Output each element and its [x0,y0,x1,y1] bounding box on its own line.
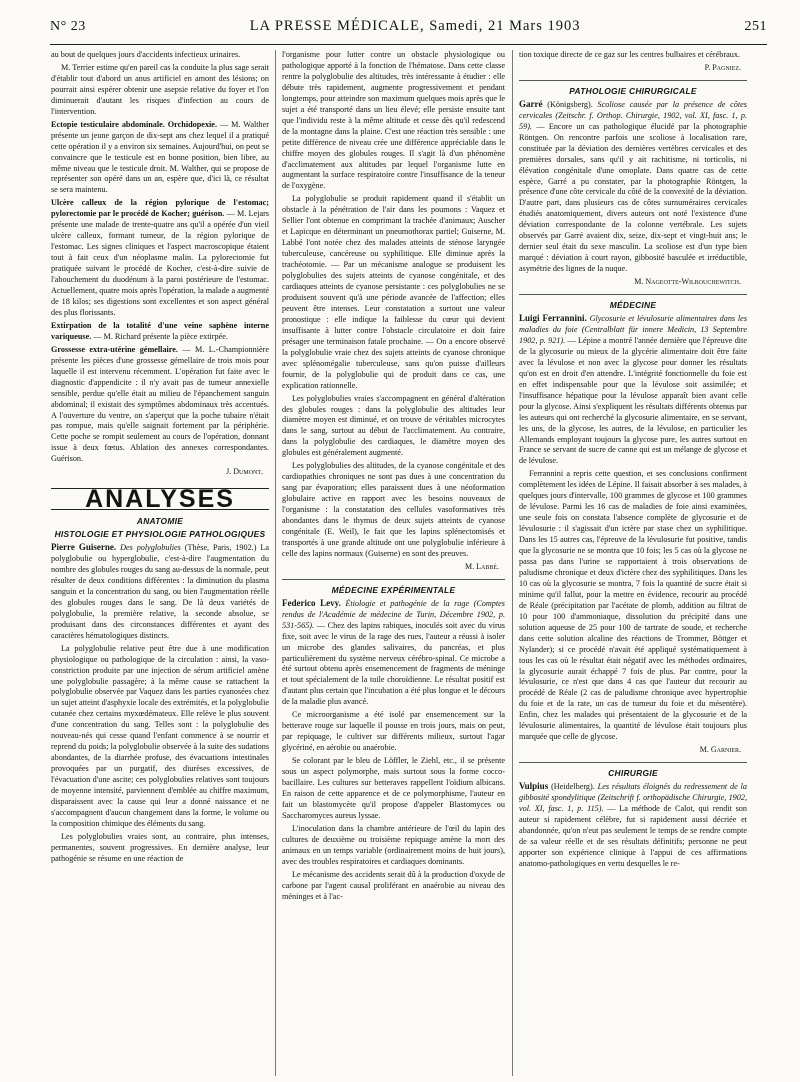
article-title: Étiologie et pathogénie de la rage [345,598,470,608]
paragraph: au bout de quelques jours d'accidents infectieux urinaires. [51,50,241,59]
rubric-heading: CHIRURGIE [519,762,747,779]
paragraph: — La méthode de Calot, qui rendit son auteur si rapidement célèbre, fut si rapidement aussi décriée et abandonnée, qu'on n'eut pas seulement le temps de se rendre compte de sa valeur réelle et de ses résultats définitifs; personne ne peut apporter son expérience clinique à l'appui de ces affirmations anatomo-pathologiques en vertu desquelles le re- [519,804,747,868]
article-reference: (Centralblatt für innere Medicin, 13 Septembre 1902, p. 921). [519,324,747,345]
paragraph: — Lépine a montré l'année dernière que l'épreuve dite de la glycosurie ou mieux de la glycérie alimentaire doit être faite avec la lévulose et non avec la glycose pour donner les résultats qu'on est en droit d'en attendre. L'intégrité fonctionnelle du foie est en effet indispensable pour que la lévulose soit assimilée; et l'insuffisance hépatique pour la lévulose apparaît bien avant celle pour la glycose. Ainsi s'expliquent les résultats différents obtenus par les auteurs qui ont recherché la glycosurie alimentaire, en se servant, les uns, de la glycose, les autres, de la lévulose, en particulier les Allemands employant toujours la glycose pure, les autres surtout en France se servant de sucre de canne qui est un mélange de glycose et de lévulose. [519,335,747,466]
page-number: 251 [744,19,767,34]
article-author: Pierre Guiserne. [51,542,117,553]
column-middle [282,50,505,1076]
paragraph: La polyglobulie ou hyperglobulie, c'est-à-dire l'augmentation du nombre des globules rouges du sang au-dessus de la normale, peut résulter de deux conditions différentes : la diminution du plasma sanguin et la concentration du sang, ou bien l'augmentation réelle des globules rouges dans le sang. De là deux variétés de polyglobulie, la première relative, la seconde absolue, se produisant dans des circonstances différentes et ayant des caractères hématologiques distincts. [51,543,269,640]
column-left [51,50,269,1076]
article-author: Federico Levy. [282,597,341,608]
column-divider [275,50,276,1076]
signature: P. Pagniez. [704,62,741,72]
report-heading: Grossesse extra-utérine gémellaire. [51,344,178,354]
paragraph: La polyglobulie se produit rapidement quand il s'établit un obstacle à la pénétration de l'air dans les poumons : Vaquez et Sellier l'ont obtenue en comprimant la trachée d'animaux; Auscher et Lapicque en déterminant un pneumothorax partiel; Guiserne, M. Labbé l'ont notée chez des malades atteints de sténose laryngée tuberculeuse, cancéreuse ou syphilitique. Elle diminue après la trachéotomie. — Par un mécanisme analogue se produisent les polyglobulies des sujets atteints de cyanose congénitale, et des cardiaques atteints de cyanose persistante : ces polyglobulies ne se produisent souvent qu'à une période avancée de l'affection; elles peuvent être intenses. Leur constatation a surtout une valeur pronostique : elle indique la faiblesse du cœur qui devient insuffisante à lutter contre l'obstacle circulatoire et doit faire présager une terminaison fatale prochaine. — On a encore observé la polyglobulie vraie chez des sujets atteints de cyanose chronique avec splénomégalie tuberculeuse, sans qu'on puisse d'ailleurs fournir, de la polyglobulie qui de produit dans ce cas, une explication rationnelle. [282,194,505,390]
signature: M. Nageotte-Wilbouchewitch. [634,277,741,287]
paragraph: — M. Lejars présente une malade de trente-quatre ans qu'il a opérée d'un vieil ulcère calleux, formant tumeur, de la région pylorique de l'estomac. Les signes cliniques et l'aspect macroscopique étaient tout à fait ceux d'un néoplasme malin. La pylorectomie fut pratiquée suivant le procédé de Kocher, c'est-à-dire suivie de l'abouchement du duodénum à la paroi postérieure de l'estomac. Actuellement, quatre mois après l'opération, la malade a augmenté de 18 kilos; ses digestions sont excellentes et son aspect général des plus florissants. [51,209,269,317]
article-author: Luigi Ferrannini. [519,313,587,324]
report-heading: Ectopie testiculaire abdominale. Orchidopexie. [51,119,217,129]
paragraph: La polyglobulie relative peut être due à une modification physiologique ou pathologique de la circulation : ainsi, la vaso-constriction produite par une injection de sérum artificiel amène une polyglobulie passagère; à la même cause se rattachent la polyglobulie observée par Vaquez dans les parties cyanosées chez un sujet atteint d'asphyxie locale des extrémités, et la polyglobulie cutanée chez certains myxœdémateux. Elle relève le plus souvent d'une concentration du sang. Telles sont : la polyglobulie des nouveau-nés qui cesse quand l'enfant commence à se nourrir et reprend du poids; la polyglobulie observée à la suite des sudations abondantes, de la diarrhée profuse, des évacuations intestinales provoquées par un purgatif, des diurèses excessives, de l'évacuation d'une ascite; ces polyglobulies relatives sont toujours de moyenne intensité, parviennent d'emblée au chiffre maximum, disparaissent avec la cause qui leur a donné naissance et ne s'accompagnent d'aucun changement dans la forme, le volume ou la composition chimique des éléments du sang. [51,643,269,828]
paragraph: — Encore un cas pathologique élucidé par la photographie Röntgen. On rencontre parfois une scoliose à localisation rare, constituée par la déviation des dernières vertèbres cervicales et des premières dorsales, sans qu'il y ait rachitisme, ni torticolis, ni élévation congénitale d'une omoplate. Dans quatre cas de cette espèce, Garré a pu constater, par la photographie Röntgen, la présence d'une côte cervicale du côté de la convexité de la déviation. D'autre part, dans plusieurs cas de côtes surnuméraires cervicales étudiés anatomiquement, divers auteurs ont noté l'existence d'une déviation correspondante de la colonne vertébrale. Les sujets observés par Garré avaient dix, seize, dix-sept et vingt-huit ans; le dernier seul était du sexe masculin. La scoliose est d'un type bien marqué : déviation à court rayon, gibbosité basculée et irréductible, asymétrie des lignes de la nuque. [519,121,747,274]
article-reference: (Zeitschr. f. Orthop. Chirurgie, 1902, vol. XI, fasc. 1, p. 59). [519,110,747,131]
paragraph: Ferrannini a repris cette question, et ses conclusions confirment complètement les idées de Lépine. Il faisait absorber à ses malades, à quelques jours d'intervalle, 100 grammes de glycose et 100 grammes de lévulose. Parmi les 16 cas de maladies de foie ainsi examinées, une seule fois on constata l'absence complète de glycosurie et de lévulosurie : il s'agissait d'un ictère par stase chez un syphilitique. Dans les 15 autres cas, l'épreuve de la lévulosurie fut positive, tandis que la glycosurie ne se montra que 10 fois; les 5 cas où la glycose ne passa pas dans l'urine se rapportaient à trois observations de paludisme chronique et deux d'ictère chez des syphilitiques. Dans les 10 cas où la glycosurie se montra, 7 fois la quantité de sucre était si minime qu'il fallut, pour la mettre en évidence, recourir au procédé de Réale (précipitation par l'acétate de plomb, addition au filtrat de 10 pour 100 d'ammoniaque, dissolution du précipité dans une solution aqueuse de 25 pour 100 de tartrate de soude, et recherche dans cette solution alcaline des réactions de Trommer, Böttger et Nylander); si ce procédé n'avait été appliqué systématiquement à tous les cas où le résultat était négatif avec les méthodes ordinaires, la glycosurie aurait échappé 7 fois de plus. Par contre, pour la lévulosurie, ce n'est que dans 4 cas que l'auteur dut recourir au procédé de Réale (2 cas de paludisme chronique avec hypertrophie du foie et de la rate, un cas de tumeur du foie et du mésentère). Enfin, chez les malades qui présentaient de la glycosurie et de la lévulosurie alimentaires, la quantité de lévulose était toujours plus marquée que celle de glycose. [519,469,747,742]
paragraph: — M. Walther présente un jeune garçon de dix-sept ans chez lequel il a pratiqué cette opération il y a environ six semaines. Aujourd'hui, on peut se convaincre que le testicule est en bonne position, bien libre, au même niveau que le testicule droit. M. Walther, qui se propose de représenter son opéré dans un an, espère que, d'ici là, ce résultat se sera maintenu. [51,119,269,195]
article-author: Garré [519,98,543,109]
signature: J. Dumont. [226,467,263,477]
journal-title: LA PRESSE MÉDICALE, Samedi, 21 Mars 1903 [249,18,581,34]
paragraph: — M. L.-Championnière présente les pièces d'une grossesse gémellaire de trois mois pour laquelle il est intervenu récemment. L'opération fut faite avec le diagnostic d'appendicite : il n'y avait pas de tumeur annexielle sensible, perdue qu'elle était au milieu de l'épanchement sanguin abdominal; il existait des symptômes abdominaux très accentués. A l'ouverture du ventre, on s'aperçut que la poche tubaire n'était pas rompue, mais qu'elle saignait fortement par la périphérie. Cette poche se rompit seulement au cours de l'opération, donnant issue à deux fœtus. Ablation des annexes correspondantes. Guérison. [51,344,269,464]
article-reference: (Zeitschrift f. orthopädische Chirurgie, 1902, vol. XI, fasc. 1, p. 115). [519,793,747,813]
article-author: Vulpius [519,781,549,792]
column-right [519,50,747,1076]
report-heading: Ulcère calleux de la région pylorique de l'estomac; pylorectomie par le procédé de Kocher; guérison. [51,198,269,219]
paragraph: L'inoculation dans la chambre antérieure de l'œil du lapin des cultures de deuxième ou troisième repiquage amène la mort des animaux en un temps variable (ordinairement moins de huit jours), avec des troubles respiratoires et cardiaques dominants. [282,823,505,866]
issue-number: N° 23 [50,19,86,34]
article-reference: (Thèse, Paris, 1902.) [184,543,257,553]
section-title: ANALYSES [51,488,269,510]
paragraph: — Chez des lapins rabiques, inoculés soit avec du virus fixe, soit avec le virus de la rage des rues, l'auteur a réussi à isoler un microbe des glandes salivaires, du pancréas, et plus particulièrement du système nerveux cérébro-spinal. Ce microbe a été surtout obtenu après ensemencement de fragments de méninge et tout spécialement de la toile choroïdienne. Le résultat positif est d'autant plus certain que l'incubation a été plus longue et le décours de la maladie plus avancé. [282,620,505,707]
paragraph: M. Terrier estime qu'en pareil cas la conduite la plus sage serait d'établir tout d'abord un anus artificiel en amont des lésions; on pourrait ainsi espérer obtenir une asepsie relative du foyer et l'on diminuerait d'autant les risques d'infection au cours de l'intervention. [51,62,269,116]
report-heading: Extirpation de la totalité d'une veine saphène interne variqueuse. [51,320,269,341]
author-city: (Heidelberg). [551,782,595,792]
paragraph: Les polyglobulies des altitudes, de la cyanose congénitale et des cardiopathies chroniques ne sont pas dues à une concentration du sang par évaporation; elles paraissent dues à une néoformation globulaire active en rapport avec les besoins nouveaux de l'organisme : la constatation des cellules vasoformatives très abondantes dans le thymus de deux sujets atteints de cyanose congénitale (E. Weil), le fait que les lapins splénectomisés et transportés à une grande altitude ont une polyglobulie inférieure à celle des lapins normaux (Guiserne) en sont des preuves. [282,461,505,558]
rubric-heading: PATHOLOGIE CHIRURGICALE [519,80,747,97]
paragraph: tion toxique directe de ce gaz sur les centres bulbaires et cérébraux. [519,50,740,59]
column-divider [512,50,513,1076]
article-title: Des polyglobulies [120,543,181,553]
article-title: Les résultats éloignés du redressement de la gibbosité spondylitique [519,782,747,803]
rubric-heading: ANATOMIE [136,516,184,527]
paragraph: l'organisme pour lutter contre un obstacle physiologique ou pathologique apporté à la fonction de l'hématose. Dans cette classe rentre la polyglobulie des altitudes, très intéressante à étudier : elle débute très rapidement, augmente progressivement et pendant longtemps, pour atteindre son maximum quelques mois après que le sujet a été transporté dans un lieu élevé; elle persiste ensuite tant que l'individu reste à la même altitude et cesse dès qu'il redescend de la montagne dans la plaine. C'est une réaction très sensible : une petite différence de niveau crée une différence appréciable dans le chiffre moyen des globules rouges. Il s'agit là d'un phénomène d'acclimatement aux altitudes par lequel l'organisme lutte en augmentant la surface respiratoire contre l'insuffisance de la teneur de l'oxygène. [282,50,505,191]
rubric-heading: HISTOLOGIE ET PHYSIOLOGIE PATHOLOGIQUES [54,529,266,540]
article-title: Scoliose causée par la présence de côtes cervicales [519,99,747,120]
rubric-heading: MÉDECINE [519,294,747,311]
rubric-heading: MÉDECINE EXPÉRIMENTALE [282,579,505,596]
signature: M. Labbé. [464,561,499,571]
paragraph: — M. Richard présente la pièce extirpée. [93,331,228,341]
article-reference: (Comptes rendus de l'Académie de médecine de Turin, Décembre 1902, p. 531-565). [282,598,505,630]
page-header [50,18,767,45]
paragraph: Se colorant par le bleu de Löffler, le Ziehl, etc., il se présente sous un aspect polymorphe, mais surtout sous la forme cocco-bacillaire. Les cultures sur betteraves rappellent l'oïdium albicans. En raison de cette apparence et de ce polymorphisme, l'auteur en fait un blastomycète qu'il propose d'appeler Blastomyces ou Saccharomyces aureus lyssae. [282,756,505,820]
paragraph: Le mécanisme des accidents serait dû à la production d'oxyde de carbone par l'agent causal proliférant en anaérobie au niveau des méninges et à l'ac- [282,869,505,901]
article-title: Glycosurie et lévulosurie alimentaires dans les maladies du foie [519,314,747,334]
paragraph: Les polyglobulies vraies s'accompagnent en général d'altération des globules rouges : dans la polyglobulie des altitudes leur diamètre moyen est diminué, et on trouve de véritables microcytes dans le sang, surtout au début de l'acclimatement. Au contraire, dans la polyglobulie des cardiaques, le diamètre moyen des globules est généralement augmenté. [282,393,505,458]
signature: M. Garnier. [699,745,741,755]
paragraph: Ce microorganisme a été isolé par ensemencement sur la betterave rouge sur laquelle il pousse en trois jours, mais on peut, par repiquage, le cultiver sur différents milieux, surtout l'agar glycériné, en aérobie ou anaérobie. [282,710,505,753]
author-city: (Königsberg). [547,99,593,109]
paragraph: Les polyglobulies vraies sont, au contraire, plus intenses, permanentes, souvent progressives. En dernière analyse, leur pathogénie se résume en une réaction de [51,831,269,863]
